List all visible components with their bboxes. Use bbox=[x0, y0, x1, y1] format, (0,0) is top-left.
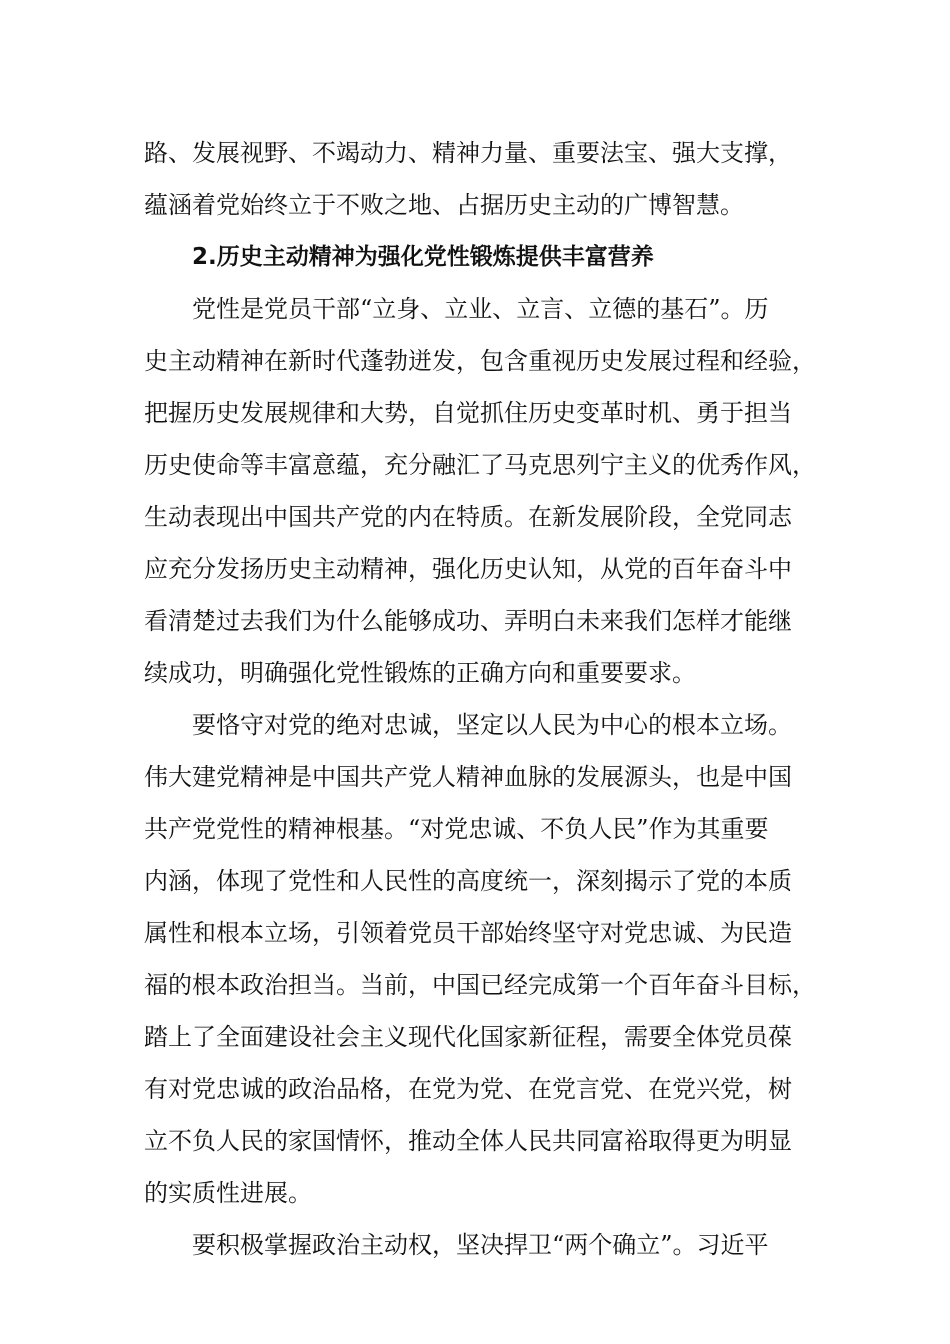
paragraph-line: 属性和根本立场，引领着党员干部始终坚守对党忠诚、为民造 bbox=[144, 919, 792, 947]
section-heading: 2.历史主动精神为强化党性锻炼提供丰富营养 bbox=[192, 244, 654, 270]
paragraph-line: 党性是党员干部“立身、立业、立言、立德的基石”。历 bbox=[192, 295, 769, 323]
paragraph-line: 应充分发扬历史主动精神，强化历史认知，从党的百年奋斗中 bbox=[144, 555, 792, 583]
paragraph-line: 把握历史发展规律和大势，自觉抓住历史变革时机、勇于担当 bbox=[144, 399, 792, 427]
paragraph-line: 伟大建党精神是中国共产党人精神血脉的发展源头，也是中国 bbox=[144, 763, 792, 791]
paragraph-line: 内涵，体现了党性和人民性的高度统一，深刻揭示了党的本质 bbox=[144, 867, 792, 895]
paragraph-line: 看清楚过去我们为什么能够成功、弄明白未来我们怎样才能继 bbox=[144, 607, 792, 635]
paragraph-line: 共产党党性的精神根基。“对党忠诚、不负人民”作为其重要 bbox=[144, 815, 769, 843]
paragraph-line: 蕴涵着党始终立于不败之地、占据历史主动的广博智慧。 bbox=[144, 191, 744, 219]
paragraph-line: 要恪守对党的绝对忠诚，坚定以人民为中心的根本立场。 bbox=[192, 711, 792, 739]
paragraph-line: 路、发展视野、不竭动力、精神力量、重要法宝、强大支撑， bbox=[144, 139, 792, 167]
paragraph-line: 历史使命等丰富意蕴，充分融汇了马克思列宁主义的优秀作风， bbox=[144, 451, 816, 479]
paragraph-line: 立不负人民的家国情怀，推动全体人民共同富裕取得更为明显 bbox=[144, 1127, 792, 1155]
paragraph-line: 生动表现出中国共产党的内在特质。在新发展阶段，全党同志 bbox=[144, 503, 792, 531]
paragraph-line: 福的根本政治担当。当前，中国已经完成第一个百年奋斗目标， bbox=[144, 971, 816, 999]
paragraph-line: 有对党忠诚的政治品格，在党为党、在党言党、在党兴党，树 bbox=[144, 1075, 792, 1103]
paragraph-line: 续成功，明确强化党性锻炼的正确方向和重要要求。 bbox=[144, 659, 696, 687]
paragraph-line: 要积极掌握政治主动权，坚决捍卫“两个确立”。习近平 bbox=[192, 1231, 769, 1259]
paragraph-line: 的实质性进展。 bbox=[144, 1179, 312, 1207]
paragraph-line: 史主动精神在新时代蓬勃迸发，包含重视历史发展过程和经验， bbox=[144, 347, 816, 375]
document-body bbox=[144, 127, 824, 1271]
paragraph-line: 踏上了全面建设社会主义现代化国家新征程，需要全体党员葆 bbox=[144, 1023, 792, 1051]
